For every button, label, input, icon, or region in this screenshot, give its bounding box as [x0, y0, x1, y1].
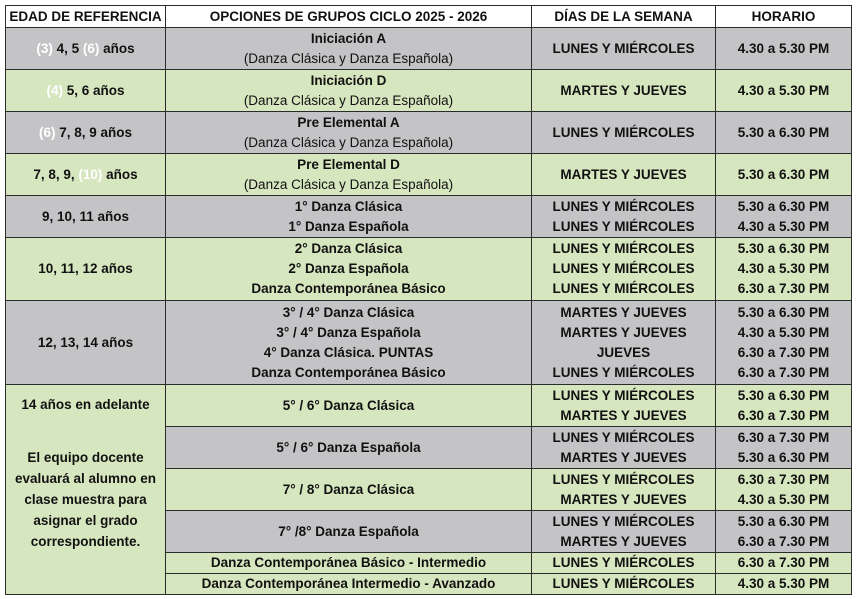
- group-cell: 1° Danza Clásica 1° Danza Española: [166, 196, 532, 238]
- group-cell: Iniciación A (Danza Clásica y Danza Española): [166, 28, 532, 70]
- table-row: [6, 301, 852, 385]
- time-cell: 4.30 a 5.30 PM: [716, 70, 852, 112]
- group-cell: 3° / 4° Danza Clásica 3° / 4° Danza Española 4° Danza Clásica. PUNTAS Danza Contemporánea Básico: [166, 301, 532, 385]
- group-cell: Pre Elemental D (Danza Clásica y Danza Española): [166, 154, 532, 196]
- age-cell: 9, 10, 11 años: [6, 196, 166, 238]
- header-groups: OPCIONES DE GRUPOS CICLO 2025 - 2026: [166, 6, 532, 28]
- header-time: HORARIO: [716, 6, 852, 28]
- days-cell: MARTES Y JUEVES MARTES Y JUEVES JUEVES LUNES Y MIÉRCOLES: [532, 301, 716, 385]
- group-cell: Danza Contemporánea Intermedio - Avanzado: [166, 574, 532, 595]
- days-cell: LUNES Y MIÉRCOLES LUNES Y MIÉRCOLES LUNES Y MIÉRCOLES: [532, 238, 716, 301]
- time-cell: 6.30 a 7.30 PM: [716, 553, 852, 574]
- time-cell: 6.30 a 7.30 PM 5.30 a 6.30 PM: [716, 427, 852, 469]
- time-cell: 4.30 a 5.30 PM: [716, 574, 852, 595]
- days-cell: LUNES Y MIÉRCOLES: [532, 574, 716, 595]
- header-row: [6, 6, 852, 28]
- time-cell: 5.30 a 6.30 PM 6.30 a 7.30 PM: [716, 511, 852, 553]
- header-days: DÍAS DE LA SEMANA: [532, 6, 716, 28]
- table-row: [6, 196, 852, 238]
- days-cell: LUNES Y MIÉRCOLES: [532, 28, 716, 70]
- time-cell: 5.30 a 6.30 PM 4.30 a 5.30 PM 6.30 a 7.30 PM: [716, 238, 852, 301]
- group-cell: 5° / 6° Danza Clásica: [166, 385, 532, 427]
- group-cell: Iniciación D (Danza Clásica y Danza Española): [166, 70, 532, 112]
- time-cell: 5.30 a 6.30 PM 6.30 a 7.30 PM: [716, 385, 852, 427]
- time-cell: 4.30 a 5.30 PM: [716, 28, 852, 70]
- group-cell: Danza Contemporánea Básico - Intermedio: [166, 553, 532, 574]
- time-cell: 5.30 a 6.30 PM: [716, 112, 852, 154]
- table-row: [6, 70, 852, 112]
- table-row: [6, 154, 852, 196]
- table-row: [6, 28, 852, 70]
- table-row: [6, 112, 852, 154]
- days-cell: MARTES Y JUEVES: [532, 70, 716, 112]
- age-cell: 12, 13, 14 años: [6, 301, 166, 385]
- age-cell: (3) 4, 5 (6) años: [6, 28, 166, 70]
- time-cell: 5.30 a 6.30 PM 4.30 a 5.30 PM: [716, 196, 852, 238]
- time-cell: 5.30 a 6.30 PM 4.30 a 5.30 PM 6.30 a 7.30 PM 6.30 a 7.30 PM: [716, 301, 852, 385]
- group-cell: 7° /8° Danza Española: [166, 511, 532, 553]
- days-cell: LUNES Y MIÉRCOLES MARTES Y JUEVES: [532, 469, 716, 511]
- table-row: [6, 385, 852, 427]
- group-cell: 7° / 8° Danza Clásica: [166, 469, 532, 511]
- schedule-table: [5, 5, 852, 595]
- days-cell: LUNES Y MIÉRCOLES: [532, 553, 716, 574]
- group-cell: 2° Danza Clásica 2° Danza Española Danza Contemporánea Básico: [166, 238, 532, 301]
- age-cell: 10, 11, 12 años: [6, 238, 166, 301]
- time-cell: 5.30 a 6.30 PM: [716, 154, 852, 196]
- age-cell: 14 años en adelante El equipo docente evaluará al alumno en clase muestra para asignar el grado correspondiente.: [6, 385, 166, 595]
- age-cell: 7, 8, 9, (10) años: [6, 154, 166, 196]
- days-cell: MARTES Y JUEVES: [532, 154, 716, 196]
- table-row: [6, 238, 852, 301]
- days-cell: LUNES Y MIÉRCOLES MARTES Y JUEVES: [532, 385, 716, 427]
- age-cell: (6) 7, 8, 9 años: [6, 112, 166, 154]
- group-cell: Pre Elemental A (Danza Clásica y Danza Española): [166, 112, 532, 154]
- days-cell: LUNES Y MIÉRCOLES LUNES Y MIÉRCOLES: [532, 196, 716, 238]
- days-cell: LUNES Y MIÉRCOLES MARTES Y JUEVES: [532, 511, 716, 553]
- days-cell: LUNES Y MIÉRCOLES MARTES Y JUEVES: [532, 427, 716, 469]
- header-age: EDAD DE REFERENCIA: [6, 6, 166, 28]
- time-cell: 6.30 a 7.30 PM 4.30 a 5.30 PM: [716, 469, 852, 511]
- group-cell: 5° / 6° Danza Española: [166, 427, 532, 469]
- days-cell: LUNES Y MIÉRCOLES: [532, 112, 716, 154]
- age-cell: (4) 5, 6 años: [6, 70, 166, 112]
